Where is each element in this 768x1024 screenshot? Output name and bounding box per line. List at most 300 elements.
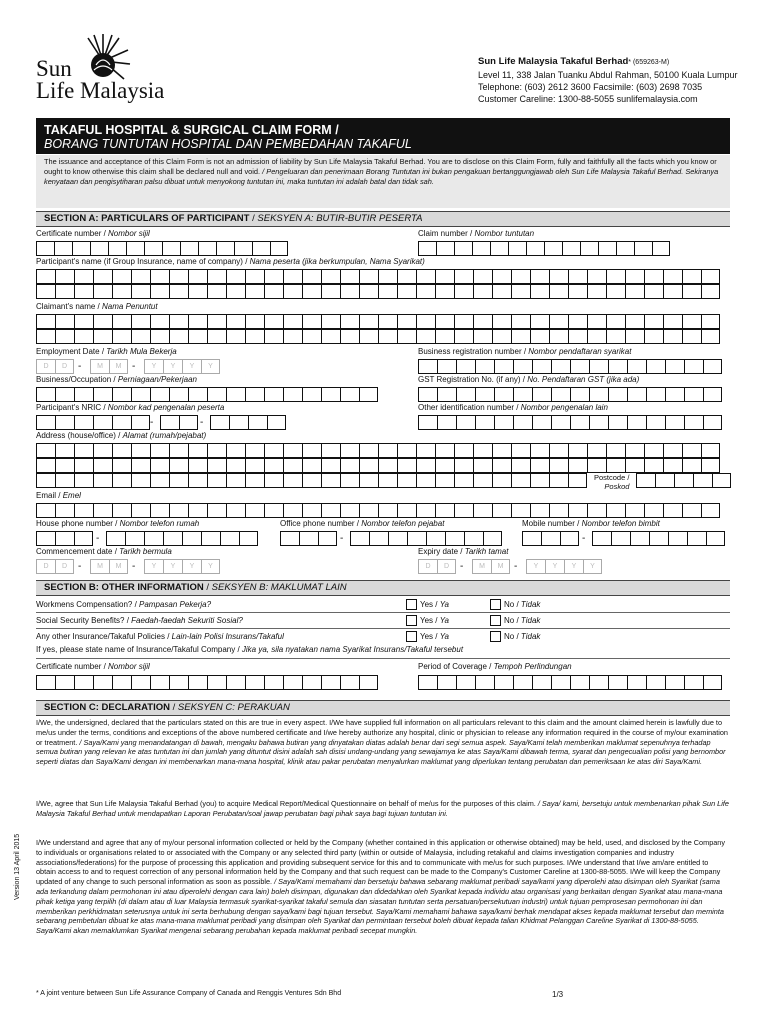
char-box[interactable] (93, 329, 112, 344)
char-box[interactable] (207, 329, 226, 344)
char-box[interactable] (663, 269, 682, 284)
char-box[interactable] (340, 473, 359, 488)
postcode-boxes[interactable] (636, 473, 731, 488)
char-box[interactable] (684, 387, 703, 402)
char-box[interactable] (589, 675, 608, 690)
char-box[interactable] (106, 531, 125, 546)
char-box[interactable] (378, 473, 397, 488)
char-box[interactable] (492, 503, 511, 518)
char-box[interactable] (302, 329, 321, 344)
char-box[interactable] (131, 473, 150, 488)
char-box[interactable] (663, 443, 682, 458)
char-box[interactable] (321, 329, 340, 344)
char-box[interactable] (682, 443, 701, 458)
char-box[interactable] (473, 329, 492, 344)
char-box[interactable] (245, 269, 264, 284)
char-box[interactable] (252, 241, 270, 256)
claimant-name-row2[interactable] (36, 329, 720, 344)
char-box[interactable] (169, 314, 188, 329)
char-box[interactable] (112, 387, 131, 402)
char-box[interactable] (490, 241, 508, 256)
char-box[interactable] (264, 387, 283, 402)
char-box[interactable] (245, 473, 264, 488)
char-box[interactable] (131, 503, 150, 518)
char-box[interactable] (207, 473, 226, 488)
char-box[interactable] (701, 314, 720, 329)
char-box[interactable] (568, 314, 587, 329)
char-box[interactable] (416, 473, 435, 488)
char-box[interactable] (169, 675, 188, 690)
char-box[interactable] (245, 387, 264, 402)
date-char-box[interactable]: Y (144, 359, 163, 374)
char-box[interactable] (530, 329, 549, 344)
char-box[interactable] (321, 387, 340, 402)
participant-name-row1[interactable] (36, 269, 720, 284)
char-box[interactable] (663, 314, 682, 329)
char-box[interactable] (435, 443, 454, 458)
char-box[interactable] (418, 415, 437, 430)
char-box[interactable] (55, 531, 74, 546)
char-box[interactable] (302, 284, 321, 299)
char-box[interactable] (169, 503, 188, 518)
date-char-box[interactable]: M (472, 559, 491, 574)
char-box[interactable] (663, 329, 682, 344)
char-box[interactable] (239, 531, 258, 546)
char-box[interactable] (340, 314, 359, 329)
char-box[interactable] (54, 241, 72, 256)
char-box[interactable] (437, 387, 456, 402)
char-box[interactable] (665, 415, 684, 430)
char-box[interactable] (112, 415, 131, 430)
char-box[interactable] (207, 284, 226, 299)
char-box[interactable] (302, 675, 321, 690)
period-of-coverage-boxes[interactable] (418, 675, 722, 690)
char-box[interactable] (188, 269, 207, 284)
char-box[interactable] (568, 329, 587, 344)
char-box[interactable] (418, 241, 436, 256)
char-box[interactable] (644, 443, 663, 458)
char-box[interactable] (606, 269, 625, 284)
char-box[interactable] (36, 269, 55, 284)
char-box[interactable] (245, 284, 264, 299)
char-box[interactable] (646, 415, 665, 430)
char-box[interactable] (551, 675, 570, 690)
char-box[interactable] (55, 503, 74, 518)
char-box[interactable] (340, 443, 359, 458)
expiry-date-dd[interactable] (418, 559, 456, 574)
char-box[interactable] (267, 415, 286, 430)
char-box[interactable] (513, 359, 532, 374)
char-box[interactable] (283, 675, 302, 690)
char-box[interactable] (264, 314, 283, 329)
char-box[interactable] (570, 359, 589, 374)
char-box[interactable] (302, 443, 321, 458)
char-box[interactable] (169, 269, 188, 284)
char-box[interactable] (36, 675, 55, 690)
char-box[interactable] (74, 415, 93, 430)
char-box[interactable] (568, 284, 587, 299)
char-box[interactable] (456, 415, 475, 430)
char-box[interactable] (712, 473, 731, 488)
char-box[interactable] (644, 314, 663, 329)
char-box[interactable] (131, 387, 150, 402)
char-box[interactable] (532, 359, 551, 374)
claim-number-boxes[interactable] (418, 241, 670, 256)
char-box[interactable] (435, 329, 454, 344)
char-box[interactable] (150, 443, 169, 458)
char-box[interactable] (90, 241, 108, 256)
char-box[interactable] (169, 443, 188, 458)
workmens-compensation-no-checkbox[interactable] (490, 599, 501, 610)
char-box[interactable] (36, 415, 55, 430)
char-box[interactable] (245, 503, 264, 518)
char-box[interactable] (580, 241, 598, 256)
char-box[interactable] (608, 387, 627, 402)
char-box[interactable] (549, 503, 568, 518)
char-box[interactable] (549, 443, 568, 458)
social-security-no-checkbox[interactable] (490, 615, 501, 626)
char-box[interactable] (663, 503, 682, 518)
char-box[interactable] (207, 314, 226, 329)
expiry-date-yyyy[interactable] (526, 559, 602, 574)
office-phone-number[interactable] (350, 531, 502, 546)
date-char-box[interactable]: Y (545, 559, 564, 574)
char-box[interactable] (74, 675, 93, 690)
char-box[interactable] (359, 443, 378, 458)
char-box[interactable] (283, 387, 302, 402)
char-box[interactable] (492, 443, 511, 458)
char-box[interactable] (492, 458, 511, 473)
date-char-box[interactable]: Y (182, 559, 201, 574)
char-box[interactable] (378, 443, 397, 458)
char-box[interactable] (144, 241, 162, 256)
char-box[interactable] (627, 359, 646, 374)
char-box[interactable] (36, 503, 55, 518)
char-box[interactable] (55, 458, 74, 473)
char-box[interactable] (226, 269, 245, 284)
nric-part1[interactable] (36, 415, 150, 430)
address-row1[interactable] (36, 443, 720, 458)
char-box[interactable] (416, 269, 435, 284)
char-box[interactable] (703, 415, 722, 430)
char-box[interactable] (169, 387, 188, 402)
char-box[interactable] (606, 458, 625, 473)
char-box[interactable] (302, 387, 321, 402)
char-box[interactable] (665, 359, 684, 374)
char-box[interactable] (668, 531, 687, 546)
char-box[interactable] (359, 284, 378, 299)
char-box[interactable] (188, 387, 207, 402)
certificate-number-boxes[interactable] (36, 241, 288, 256)
char-box[interactable] (435, 458, 454, 473)
char-box[interactable] (93, 458, 112, 473)
char-box[interactable] (226, 443, 245, 458)
char-box[interactable] (112, 329, 131, 344)
char-box[interactable] (530, 269, 549, 284)
char-box[interactable] (532, 415, 551, 430)
char-box[interactable] (445, 531, 464, 546)
char-box[interactable] (644, 329, 663, 344)
char-box[interactable] (416, 503, 435, 518)
char-box[interactable] (684, 675, 703, 690)
char-box[interactable] (74, 387, 93, 402)
char-box[interactable] (162, 241, 180, 256)
char-box[interactable] (36, 314, 55, 329)
char-box[interactable] (592, 531, 611, 546)
date-char-box[interactable]: Y (163, 559, 182, 574)
char-box[interactable] (627, 387, 646, 402)
char-box[interactable] (437, 359, 456, 374)
char-box[interactable] (549, 314, 568, 329)
char-box[interactable] (589, 415, 608, 430)
char-box[interactable] (701, 329, 720, 344)
char-box[interactable] (93, 675, 112, 690)
date-char-box[interactable]: Y (201, 359, 220, 374)
date-char-box[interactable]: D (36, 359, 55, 374)
char-box[interactable] (606, 443, 625, 458)
char-box[interactable] (270, 241, 288, 256)
char-box[interactable] (112, 675, 131, 690)
char-box[interactable] (687, 531, 706, 546)
char-box[interactable] (587, 314, 606, 329)
char-box[interactable] (636, 473, 655, 488)
date-char-box[interactable]: M (491, 559, 510, 574)
char-box[interactable] (245, 443, 264, 458)
char-box[interactable] (36, 443, 55, 458)
char-box[interactable] (625, 329, 644, 344)
char-box[interactable] (74, 503, 93, 518)
char-box[interactable] (682, 458, 701, 473)
char-box[interactable] (511, 314, 530, 329)
char-box[interactable] (435, 503, 454, 518)
char-box[interactable] (131, 284, 150, 299)
char-box[interactable] (264, 458, 283, 473)
mobile-number[interactable] (592, 531, 725, 546)
char-box[interactable] (264, 284, 283, 299)
char-box[interactable] (93, 443, 112, 458)
char-box[interactable] (456, 359, 475, 374)
char-box[interactable] (74, 473, 93, 488)
char-box[interactable] (530, 458, 549, 473)
date-char-box[interactable]: D (418, 559, 437, 574)
char-box[interactable] (36, 473, 55, 488)
char-box[interactable] (608, 359, 627, 374)
b-certificate-number-boxes[interactable] (36, 675, 378, 690)
char-box[interactable] (93, 387, 112, 402)
char-box[interactable] (36, 458, 55, 473)
char-box[interactable] (55, 284, 74, 299)
char-box[interactable] (473, 458, 492, 473)
char-box[interactable] (112, 269, 131, 284)
char-box[interactable] (494, 675, 513, 690)
char-box[interactable] (682, 269, 701, 284)
char-box[interactable] (454, 241, 472, 256)
char-box[interactable] (112, 503, 131, 518)
char-box[interactable] (378, 503, 397, 518)
char-box[interactable] (494, 415, 513, 430)
char-box[interactable] (126, 241, 144, 256)
char-box[interactable] (475, 387, 494, 402)
char-box[interactable] (55, 314, 74, 329)
char-box[interactable] (169, 284, 188, 299)
char-box[interactable] (483, 531, 502, 546)
char-box[interactable] (630, 531, 649, 546)
char-box[interactable] (220, 531, 239, 546)
char-box[interactable] (464, 531, 483, 546)
char-box[interactable] (321, 473, 340, 488)
char-box[interactable] (350, 531, 369, 546)
char-box[interactable] (226, 458, 245, 473)
char-box[interactable] (207, 675, 226, 690)
char-box[interactable] (511, 269, 530, 284)
char-box[interactable] (131, 329, 150, 344)
char-box[interactable] (513, 675, 532, 690)
char-box[interactable] (264, 675, 283, 690)
char-box[interactable] (475, 415, 494, 430)
char-box[interactable] (475, 675, 494, 690)
workmens-compensation-yes-checkbox[interactable] (406, 599, 417, 610)
char-box[interactable] (492, 314, 511, 329)
char-box[interactable] (188, 443, 207, 458)
char-box[interactable] (207, 269, 226, 284)
char-box[interactable] (551, 387, 570, 402)
char-box[interactable] (549, 329, 568, 344)
char-box[interactable] (562, 241, 580, 256)
char-box[interactable] (321, 314, 340, 329)
char-box[interactable] (340, 284, 359, 299)
char-box[interactable] (625, 443, 644, 458)
char-box[interactable] (318, 531, 337, 546)
char-box[interactable] (359, 269, 378, 284)
date-char-box[interactable]: Y (526, 559, 545, 574)
char-box[interactable] (207, 387, 226, 402)
char-box[interactable] (511, 329, 530, 344)
char-box[interactable] (511, 473, 530, 488)
business-reg-boxes[interactable] (418, 359, 722, 374)
char-box[interactable] (511, 458, 530, 473)
char-box[interactable] (551, 415, 570, 430)
char-box[interactable] (625, 458, 644, 473)
char-box[interactable] (475, 359, 494, 374)
expiry-date-mm[interactable] (472, 559, 510, 574)
char-box[interactable] (169, 458, 188, 473)
nric-part2[interactable] (160, 415, 198, 430)
char-box[interactable] (627, 415, 646, 430)
char-box[interactable] (264, 503, 283, 518)
char-box[interactable] (93, 503, 112, 518)
char-box[interactable] (74, 314, 93, 329)
char-box[interactable] (180, 241, 198, 256)
char-box[interactable] (359, 473, 378, 488)
char-box[interactable] (606, 314, 625, 329)
char-box[interactable] (55, 443, 74, 458)
char-box[interactable] (416, 443, 435, 458)
char-box[interactable] (568, 458, 587, 473)
char-box[interactable] (55, 329, 74, 344)
char-box[interactable] (665, 387, 684, 402)
char-box[interactable] (112, 458, 131, 473)
date-char-box[interactable]: D (36, 559, 55, 574)
char-box[interactable] (568, 443, 587, 458)
char-box[interactable] (229, 415, 248, 430)
char-box[interactable] (169, 329, 188, 344)
char-box[interactable] (703, 359, 722, 374)
char-box[interactable] (131, 415, 150, 430)
char-box[interactable] (568, 473, 587, 488)
char-box[interactable] (207, 458, 226, 473)
char-box[interactable] (532, 675, 551, 690)
char-box[interactable] (207, 503, 226, 518)
char-box[interactable] (549, 269, 568, 284)
char-box[interactable] (226, 329, 245, 344)
char-box[interactable] (397, 443, 416, 458)
nric-part3[interactable] (210, 415, 286, 430)
char-box[interactable] (587, 269, 606, 284)
char-box[interactable] (606, 329, 625, 344)
char-box[interactable] (606, 284, 625, 299)
char-box[interactable] (321, 675, 340, 690)
char-box[interactable] (359, 329, 378, 344)
date-char-box[interactable]: Y (182, 359, 201, 374)
char-box[interactable] (397, 269, 416, 284)
char-box[interactable] (644, 503, 663, 518)
char-box[interactable] (264, 443, 283, 458)
char-box[interactable] (587, 458, 606, 473)
char-box[interactable] (340, 329, 359, 344)
char-box[interactable] (150, 458, 169, 473)
char-box[interactable] (551, 359, 570, 374)
char-box[interactable] (652, 241, 670, 256)
char-box[interactable] (378, 329, 397, 344)
char-box[interactable] (587, 284, 606, 299)
char-box[interactable] (655, 473, 674, 488)
char-box[interactable] (264, 473, 283, 488)
date-char-box[interactable]: Y (583, 559, 602, 574)
char-box[interactable] (549, 458, 568, 473)
char-box[interactable] (283, 458, 302, 473)
char-box[interactable] (226, 314, 245, 329)
char-box[interactable] (150, 503, 169, 518)
char-box[interactable] (511, 443, 530, 458)
email-boxes[interactable] (36, 503, 720, 518)
char-box[interactable] (530, 443, 549, 458)
other-insurance-no-checkbox[interactable] (490, 631, 501, 642)
date-char-box[interactable]: Y (144, 559, 163, 574)
char-box[interactable] (606, 503, 625, 518)
char-box[interactable] (454, 458, 473, 473)
char-box[interactable] (108, 241, 126, 256)
char-box[interactable] (369, 531, 388, 546)
char-box[interactable] (74, 458, 93, 473)
commencement-date-mm[interactable] (90, 559, 128, 574)
char-box[interactable] (150, 675, 169, 690)
char-box[interactable] (701, 458, 720, 473)
char-box[interactable] (508, 241, 526, 256)
char-box[interactable] (646, 387, 665, 402)
char-box[interactable] (397, 314, 416, 329)
char-box[interactable] (226, 387, 245, 402)
char-box[interactable] (93, 284, 112, 299)
char-box[interactable] (188, 458, 207, 473)
char-box[interactable] (625, 269, 644, 284)
char-box[interactable] (283, 473, 302, 488)
char-box[interactable] (340, 675, 359, 690)
char-box[interactable] (131, 314, 150, 329)
char-box[interactable] (473, 473, 492, 488)
char-box[interactable] (570, 675, 589, 690)
char-box[interactable] (454, 284, 473, 299)
char-box[interactable] (511, 503, 530, 518)
